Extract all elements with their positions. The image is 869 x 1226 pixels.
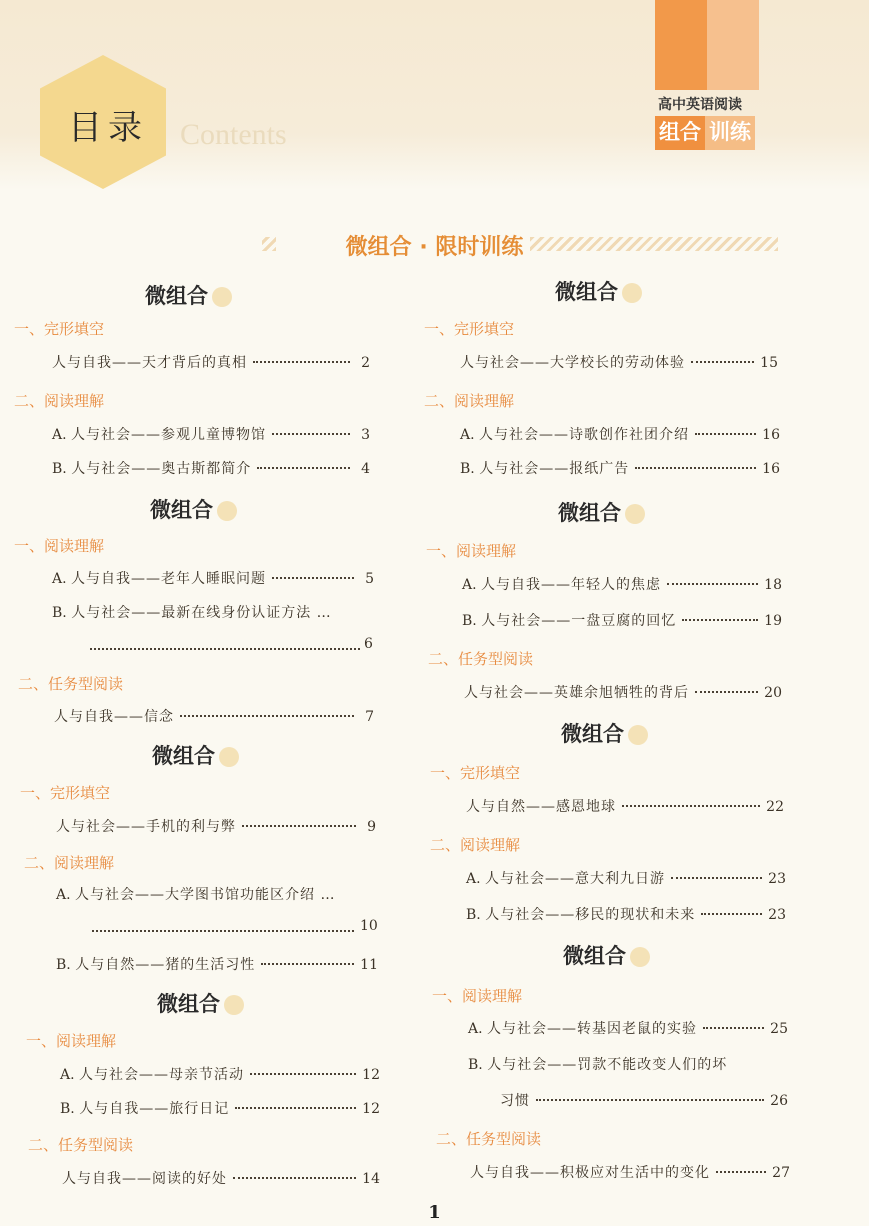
toc-entry[interactable]: [460, 458, 780, 478]
leader-dots: [622, 805, 760, 807]
entry-page: 18: [764, 577, 782, 593]
entry-prefix: A.: [60, 1067, 75, 1083]
toc-entry[interactable]: [470, 1162, 790, 1182]
group-title-text: 微组合: [145, 284, 208, 308]
toc-entry[interactable]: [460, 352, 778, 372]
leader-dots: [235, 1107, 356, 1109]
group-title: [558, 497, 645, 527]
entry-label: 人与自我——积极应对生活中的变化: [470, 1165, 710, 1181]
group-number-badge: [224, 995, 244, 1015]
part-heading: 一、阅读理解: [26, 1032, 117, 1050]
entry-page: 25: [770, 1021, 788, 1037]
group-title: [157, 988, 244, 1018]
leader-dots: [242, 825, 356, 827]
part-heading: 一、阅读理解: [432, 987, 523, 1005]
toc-entry-continued[interactable]: [500, 1090, 788, 1110]
entry-label: 人与自我——年轻人的焦虑: [481, 577, 662, 593]
group-title-text: 微组合: [152, 744, 215, 768]
entry-label: 人与自我——信念: [54, 709, 174, 725]
group-title-text: 微组合: [561, 722, 624, 746]
group-title: [150, 494, 237, 524]
leader-dots: [250, 1073, 356, 1075]
page-number: 1: [428, 1202, 441, 1223]
toc-entry[interactable]: [466, 904, 786, 924]
leader-dots: [671, 877, 762, 879]
leader-dots: [233, 1177, 356, 1179]
entry-label: 人与社会——诗歌创作社团介绍: [479, 427, 690, 443]
entry-page: 22: [766, 799, 784, 815]
part-heading: 二、任务型阅读: [28, 1136, 134, 1154]
part-heading: 二、任务型阅读: [428, 650, 534, 668]
entry-prefix: A.: [52, 571, 67, 587]
series-logo-part-a: 组合: [655, 116, 705, 150]
entry-page: 12: [362, 1101, 380, 1117]
entry-prefix: A.: [468, 1021, 483, 1037]
toc-entry[interactable]: [464, 682, 782, 702]
group-title: [145, 280, 232, 310]
toc-entry[interactable]: [466, 796, 784, 816]
group-title-text: 微组合: [150, 498, 213, 522]
entry-label: 人与社会——参观儿童博物馆: [71, 427, 267, 443]
entry-label: 人与社会——大学图书馆功能区介绍 …: [75, 887, 336, 903]
entry-page: 7: [365, 709, 374, 725]
entry-label: 人与社会——奥古斯都简介: [71, 461, 252, 477]
entry-label: 人与社会——手机的利与弊: [56, 819, 236, 835]
entry-page: 20: [764, 685, 782, 701]
part-heading: 二、任务型阅读: [436, 1130, 542, 1148]
toc-entry[interactable]: [56, 954, 378, 974]
leader-dots: [253, 361, 350, 363]
entry-page: 14: [362, 1171, 380, 1187]
entry-page: 19: [764, 613, 782, 629]
entry-prefix: A.: [462, 577, 477, 593]
toc-entry[interactable]: [56, 816, 376, 836]
group-number-badge: [217, 501, 237, 521]
entry-page: 10: [360, 918, 378, 934]
toc-entry[interactable]: [52, 458, 370, 478]
entry-label: 人与自我——天才背后的真相: [52, 355, 247, 371]
entry-prefix: A.: [460, 427, 475, 443]
entry-label: 人与自我——旅行日记: [79, 1101, 230, 1117]
entry-prefix: B.: [462, 613, 477, 629]
entry-prefix: B.: [468, 1057, 483, 1073]
series-logo-part-b: 训练: [705, 116, 755, 150]
toc-entry[interactable]: [462, 610, 782, 630]
logo-bar-orange: [655, 0, 707, 90]
entry-page: 2: [361, 355, 370, 371]
leader-dots: [682, 619, 758, 621]
entry-page: 12: [362, 1067, 380, 1083]
entry-label: 人与社会——意大利九日游: [485, 871, 666, 887]
toc-entry[interactable]: [468, 1054, 788, 1074]
contents-watermark: Contents: [180, 118, 287, 151]
leader-dots: [703, 1027, 764, 1029]
entry-label: 人与社会——英雄余旭牺牲的背后: [464, 685, 689, 701]
entry-prefix: A.: [466, 871, 481, 887]
group-title-text: 微组合: [558, 501, 621, 525]
part-heading: 一、完形填空: [14, 320, 105, 338]
group-title: [555, 276, 642, 306]
entry-page: 26: [770, 1093, 788, 1109]
group-title-text: 微组合: [563, 944, 626, 968]
part-heading: 二、阅读理解: [424, 392, 515, 410]
entry-page: 16: [762, 461, 780, 477]
toc-entry[interactable]: [466, 868, 786, 888]
entry-prefix: B.: [52, 461, 67, 477]
group-title: [563, 940, 650, 970]
toc-entry[interactable]: [52, 568, 374, 588]
toc-entry[interactable]: [54, 706, 374, 726]
group-number-badge: [622, 283, 642, 303]
entry-label: 人与社会——大学校长的劳动体验: [460, 355, 685, 371]
entry-prefix: B.: [52, 605, 67, 621]
toc-entry[interactable]: [62, 1168, 380, 1188]
entry-prefix: B.: [466, 907, 481, 923]
leader-dots-continued: [92, 930, 354, 932]
series-subtitle: 高中英语阅读: [658, 96, 742, 112]
group-number-badge: [219, 747, 239, 767]
leader-dots: [257, 467, 350, 469]
group-number-badge: [212, 287, 232, 307]
page-title: 目录: [68, 108, 148, 148]
group-number-badge: [630, 947, 650, 967]
leader-dots: [261, 963, 354, 965]
entry-label: 人与社会——母亲节活动: [79, 1067, 245, 1083]
entry-label: 人与自然——猪的生活习性: [75, 957, 256, 973]
toc-entry[interactable]: [60, 1098, 380, 1118]
leader-dots: [716, 1171, 766, 1173]
entry-label: 人与社会——一盘豆腐的回忆: [481, 613, 677, 629]
toc-entry[interactable]: [460, 424, 780, 444]
entry-label: 人与社会——最新在线身份认证方法 …: [71, 605, 332, 621]
toc-entry[interactable]: [468, 1018, 788, 1038]
entry-page: 23: [768, 907, 786, 923]
toc-entry[interactable]: [60, 1064, 380, 1084]
leader-dots: [695, 691, 758, 693]
entry-label: 人与社会——报纸广告: [479, 461, 630, 477]
section-title: 微组合 · 限时训练: [345, 235, 524, 260]
leader-dots: [635, 467, 756, 469]
entry-prefix: B.: [56, 957, 71, 973]
entry-page: 9: [367, 819, 376, 835]
part-heading: 一、完形填空: [430, 764, 521, 782]
part-heading: 二、阅读理解: [14, 392, 105, 410]
entry-prefix: B.: [460, 461, 475, 477]
entry-page: 16: [762, 427, 780, 443]
entry-page: 11: [360, 957, 378, 973]
leader-dots: [667, 583, 758, 585]
leader-dots: [272, 577, 354, 579]
group-number-badge: [628, 725, 648, 745]
part-heading: 二、阅读理解: [24, 854, 115, 872]
entry-page: 23: [768, 871, 786, 887]
group-number-badge: [625, 504, 645, 524]
toc-entry[interactable]: [52, 602, 374, 622]
toc-entry[interactable]: [52, 424, 370, 444]
entry-label-continued: 习惯: [500, 1093, 530, 1109]
leader-dots-continued: [90, 648, 360, 650]
group-title-text: 微组合: [555, 280, 618, 304]
group-title: [152, 740, 239, 770]
group-title-text: 微组合: [157, 992, 220, 1016]
entry-label: 人与社会——移民的现状和未来: [485, 907, 696, 923]
part-heading: 二、阅读理解: [430, 836, 521, 854]
toc-entry[interactable]: [52, 352, 370, 372]
leader-dots: [272, 433, 350, 435]
entry-page: 3: [361, 427, 370, 443]
leader-dots: [180, 715, 354, 717]
toc-entry[interactable]: [462, 574, 782, 594]
series-logo: [655, 116, 755, 150]
entry-label: 人与自我——老年人睡眠问题: [71, 571, 267, 587]
part-heading: 一、完形填空: [20, 784, 111, 802]
entry-page: 4: [361, 461, 370, 477]
entry-page: 5: [365, 571, 374, 587]
entry-label: 人与社会——罚款不能改变人们的坏: [487, 1057, 728, 1073]
part-heading: 一、完形填空: [424, 320, 515, 338]
entry-page: 15: [760, 355, 778, 371]
part-heading: 一、阅读理解: [426, 542, 517, 560]
entry-page: 27: [772, 1165, 790, 1181]
logo-bar-light: [707, 0, 759, 90]
leader-dots: [695, 433, 756, 435]
leader-dots: [691, 361, 754, 363]
entry-label: 人与自然——感恩地球: [466, 799, 616, 815]
entry-label: 人与社会——转基因老鼠的实验: [487, 1021, 698, 1037]
group-title: [561, 718, 648, 748]
part-heading: 一、阅读理解: [14, 537, 105, 555]
leader-dots: [536, 1099, 764, 1101]
entry-prefix: A.: [52, 427, 67, 443]
toc-entry[interactable]: [56, 884, 378, 904]
part-heading: 二、任务型阅读: [18, 675, 124, 693]
entry-label: 人与自我——阅读的好处: [62, 1171, 227, 1187]
leader-dots: [701, 913, 762, 915]
entry-prefix: A.: [56, 887, 71, 903]
entry-prefix: B.: [60, 1101, 75, 1117]
entry-page: 6: [364, 636, 373, 652]
